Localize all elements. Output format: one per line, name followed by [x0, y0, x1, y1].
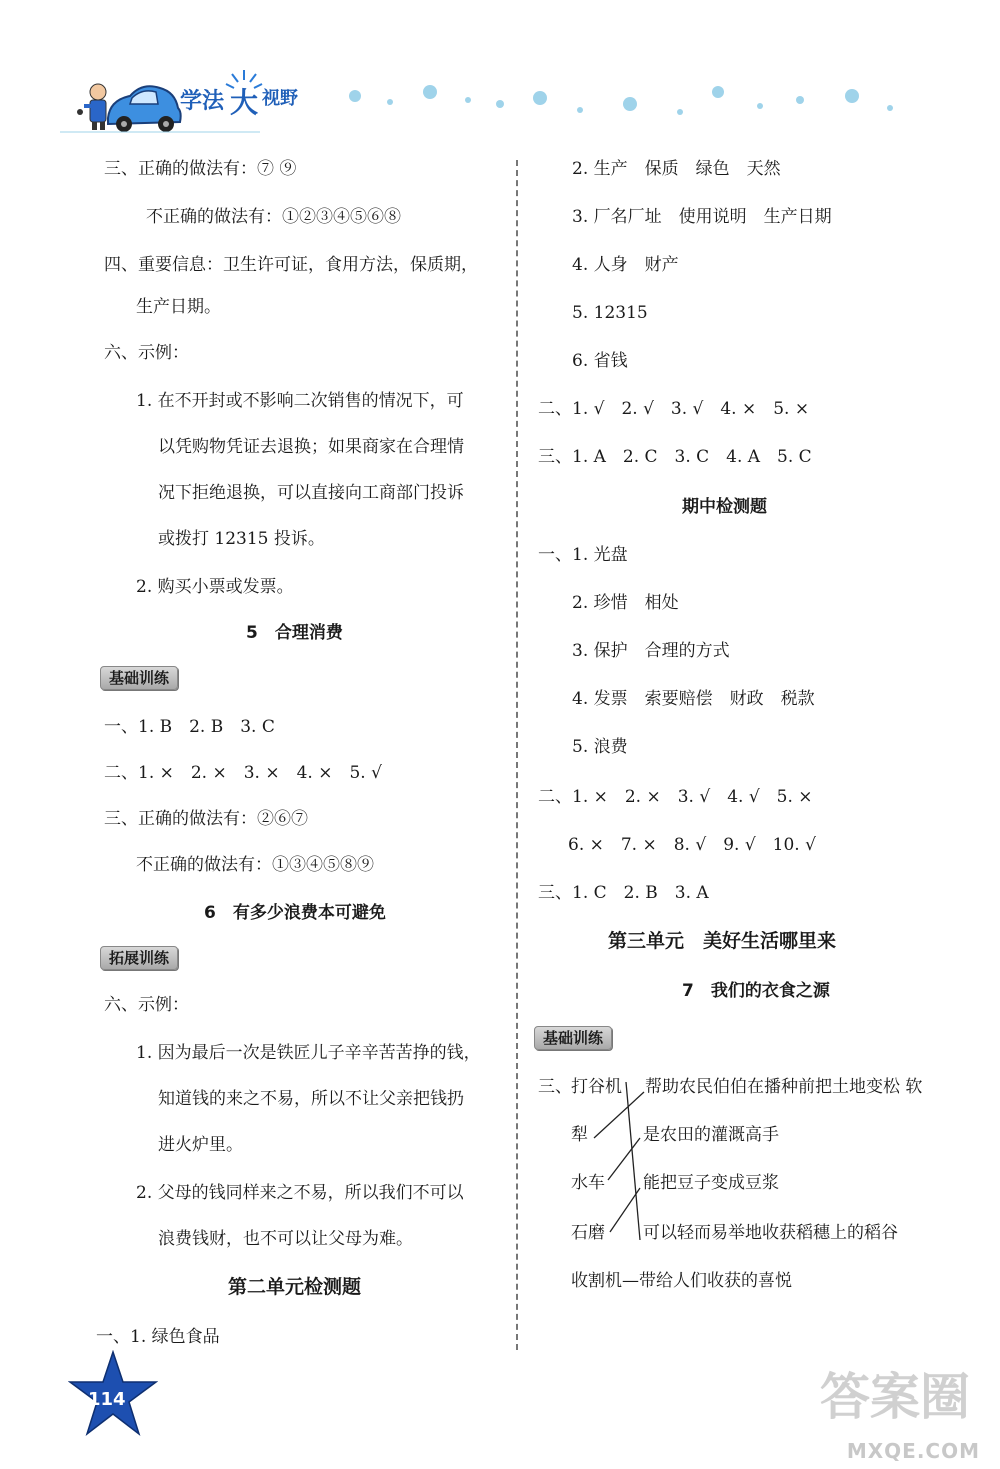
brand-text-2: 大 [230, 86, 259, 119]
match-line [626, 1082, 640, 1240]
text-line: 以凭购物凭证去退换；如果商家在合理情 [158, 437, 464, 457]
text-line: 生产日期。 [136, 297, 221, 317]
text-line: 二、1. √ 2. √ 3. √ 4. × 5. × [538, 399, 810, 419]
text-line: 一、1. B 2. B 3. C [104, 717, 275, 737]
match-tool: 石磨 [571, 1223, 605, 1243]
match-tool: 打谷机 [571, 1077, 622, 1097]
text-line: 5. 浪费 [572, 737, 628, 757]
text-line: 二、1. × 2. × 3. √ 4. √ 5. × [538, 787, 813, 807]
match-prefix: 三、 [538, 1077, 572, 1097]
text-line: 1. 因为最后一次是铁匠儿子辛辛苦苦挣的钱， [136, 1043, 481, 1063]
text-line: 一、1. 光盘 [538, 545, 628, 565]
text-line: 二、1. × 2. × 3. × 4. × 5. √ [104, 763, 382, 783]
match-tool: 犁 [571, 1125, 588, 1145]
brand-text-3: 视野 [262, 88, 298, 109]
text-line: 收割机—带给人们收获的喜悦 [571, 1271, 792, 1291]
text-line: 2. 购买小票或发票。 [136, 577, 294, 597]
text-line: 5. 12315 [572, 303, 648, 323]
text-line: 不正确的做法有：①②③④⑤⑥⑧ [146, 207, 401, 227]
text-line: 不正确的做法有：①③④⑤⑧⑨ [136, 855, 374, 875]
page-number: 114 [88, 1389, 126, 1410]
text-line: 4. 发票 索要赔偿 财政 税款 [572, 689, 815, 709]
section-title: 7 我们的衣食之源 [682, 981, 830, 1001]
section-title: 5 合理消费 [246, 623, 343, 643]
text-line: 3. 厂名厂址 使用说明 生产日期 [572, 207, 832, 227]
match-desc: 是农田的灌溉高手 [643, 1125, 779, 1145]
section-badge: 基础训练 [100, 666, 178, 690]
text-line: 一、1. 绿色食品 [96, 1327, 220, 1347]
text-line: 2. 父母的钱同样来之不易，所以我们不可以 [136, 1183, 464, 1203]
watermark-url: MXQE.COM [846, 1439, 980, 1463]
text-line: 知道钱的来之不易，所以不让父亲把钱扔 [158, 1089, 464, 1109]
brand-text-1: 学法 [180, 89, 225, 114]
section-title: 第三单元 美好生活哪里来 [608, 930, 837, 952]
text-line: 1. 在不开封或不影响二次销售的情况下，可 [136, 391, 464, 411]
section-badge: 拓展训练 [100, 946, 178, 970]
text-line: 进火炉里。 [158, 1135, 243, 1155]
match-desc: 帮助农民伯伯在播种前把土地变松 软 [645, 1077, 923, 1097]
section-title: 第二单元检测题 [228, 1276, 362, 1298]
section-title: 6 有多少浪费本可避免 [204, 903, 386, 923]
text-line: 6. 省钱 [572, 351, 628, 371]
text-line: 三、1. C 2. B 3. A [538, 883, 709, 903]
text-line: 3. 保护 合理的方式 [572, 641, 730, 661]
text-line: 2. 生产 保质 绿色 天然 [572, 159, 781, 179]
text-line: 况下拒绝退换，可以直接向工商部门投诉 [158, 483, 464, 503]
text-line: 三、正确的做法有：②⑥⑦ [104, 809, 308, 829]
section-badge: 基础训练 [534, 1026, 612, 1050]
text-line: 四、重要信息：卫生许可证，食用方法，保质期， [104, 255, 478, 275]
match-line [610, 1188, 640, 1232]
text-line: 六、示例： [104, 995, 189, 1015]
text-line: 六、示例： [104, 343, 189, 363]
text-line: 浪费钱财，也不可以让父母为难。 [158, 1229, 413, 1249]
section-title: 期中检测题 [682, 497, 767, 517]
text-line: 或拨打 12315 投诉。 [158, 529, 325, 549]
match-tool: 水车 [571, 1173, 605, 1193]
text-line: 4. 人身 财产 [572, 255, 679, 275]
text-line: 2. 珍惜 相处 [572, 593, 679, 613]
text-line: 6. × 7. × 8. √ 9. √ 10. √ [568, 835, 816, 855]
watermark-logo: 答案圈 [820, 1367, 970, 1426]
text-line: 三、正确的做法有：⑦ ⑨ [104, 159, 297, 179]
text-line: 三、1. A 2. C 3. C 4. A 5. C [538, 447, 812, 467]
match-desc: 可以轻而易举地收获稻穗上的稻谷 [643, 1223, 898, 1243]
match-desc: 能把豆子变成豆浆 [643, 1173, 779, 1193]
match-line [594, 1092, 644, 1138]
match-line [608, 1138, 640, 1180]
